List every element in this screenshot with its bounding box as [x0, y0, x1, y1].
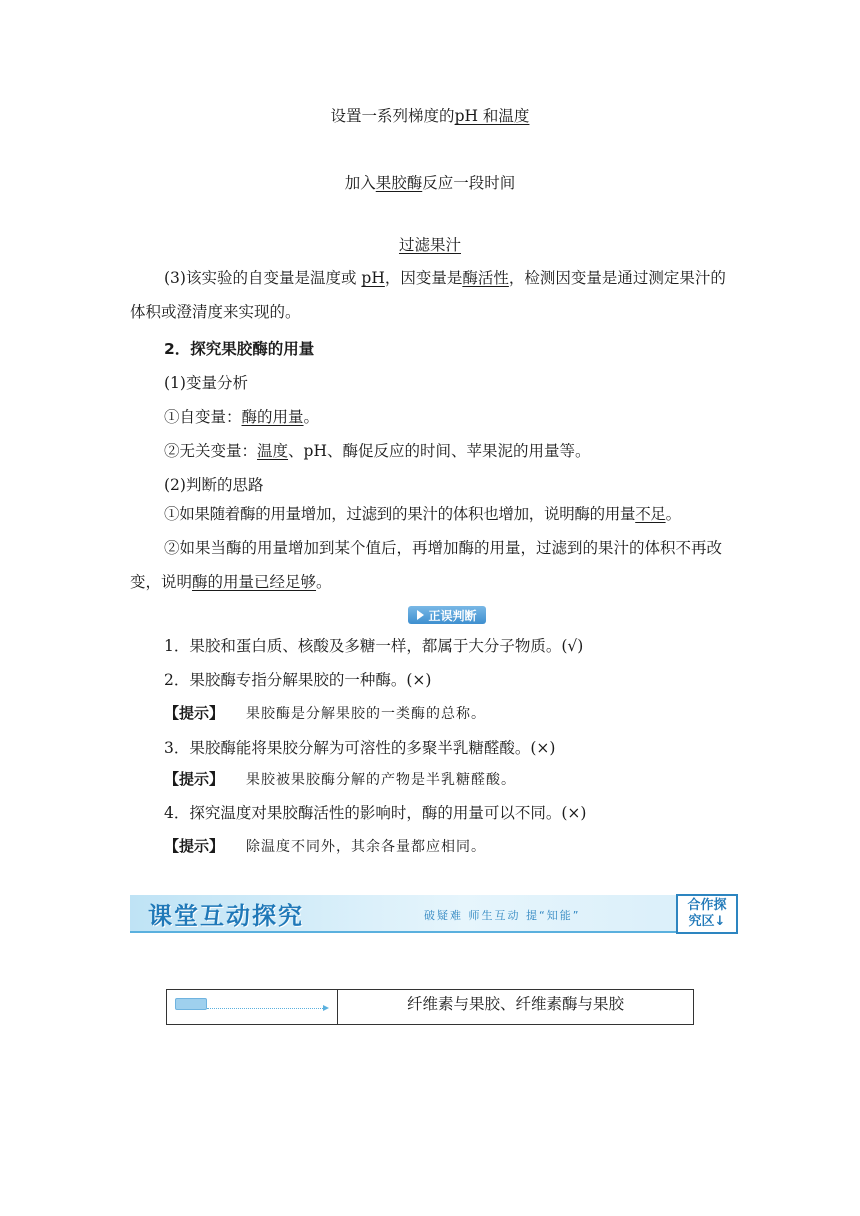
true-false-badge	[408, 606, 486, 624]
flow-step-1-underlined: pH 和温度	[454, 107, 530, 125]
flow-step-2	[130, 171, 730, 193]
play-triangle-icon	[417, 610, 424, 620]
topic-table	[166, 989, 694, 1025]
iv-pre: ①自变量：	[164, 408, 242, 426]
topic-marker-cell	[167, 990, 338, 1024]
j2-underlined: 酶的用量已经足够	[192, 573, 317, 591]
tip-3	[164, 768, 516, 789]
j1-underlined: 不足	[635, 505, 666, 523]
flow-step-2-underlined: 果胶酶	[375, 174, 423, 192]
variable-analysis-title: (1)变量分析	[164, 374, 248, 392]
p3-text-c: ，检测因变量是通过测定果汁的体积或澄清度来实现的。	[130, 269, 726, 321]
paragraph-variables	[130, 261, 733, 329]
judgment-1	[130, 497, 733, 531]
flow-step-2-pre: 加入	[344, 174, 376, 192]
badge-label: 正误判断	[428, 608, 477, 623]
judgment-item-3: 3．果胶酶能将果胶分解为可溶性的多聚半乳糖醛酸。(×)	[164, 739, 556, 757]
flow-step-3-underlined: 过滤果汁	[398, 236, 461, 254]
judgment-2	[130, 531, 733, 599]
banner-subtitle: 破疑难 师生互动 提“知能”	[424, 909, 581, 922]
banner-title: 课堂互动探究	[148, 901, 304, 930]
flow-step-2-post: 反应一段时间	[422, 174, 516, 192]
tip-4	[164, 835, 486, 856]
topic-title: 纤维素与果胶、纤维素酶与果胶	[406, 995, 624, 1013]
p3-text-b: ，因变量是	[384, 269, 463, 287]
controlled-variables	[164, 439, 590, 461]
tip-4-text: 除温度不同外，其余各量都应相同。	[246, 839, 487, 855]
p3-text-a: (3)该实验的自变量是温度或	[164, 269, 362, 287]
judgment-item-1: 1．果胶和蛋白质、核酸及多糖一样，都属于大分子物质。(√)	[164, 637, 584, 655]
cv-underlined: 温度	[257, 442, 289, 460]
cv-post: 、pH、酶促反应的时间、苹果泥的用量等。	[288, 442, 591, 460]
section-banner	[130, 895, 736, 933]
tip-4-label: 【提示】	[164, 837, 225, 855]
tip-2	[164, 702, 486, 723]
tip-2-text: 果胶酶是分解果胶的一类酶的总称。	[246, 706, 487, 722]
box-line-2: 究区↓	[688, 914, 726, 929]
j2-post: 。	[316, 573, 332, 591]
section-heading: 2．探究果胶酶的用量	[164, 340, 315, 358]
flow-step-1-text: 设置一系列梯度的	[330, 107, 455, 125]
cooperative-zone-box	[676, 894, 738, 934]
p3-underlined-ph: pH	[361, 269, 385, 287]
judgment-title: (2)判断的思路	[164, 476, 264, 494]
p3-underlined-activity: 酶活性	[462, 269, 509, 287]
tip-2-label: 【提示】	[164, 704, 225, 722]
tip-3-label: 【提示】	[164, 770, 225, 788]
j2-pre: ②如果当酶的用量增加到某个值后，再增加酶的用量，过滤到的果汁的体积不再改变，说明	[130, 539, 723, 591]
j1-post: 。	[665, 505, 681, 523]
j1-pre: ①如果随着酶的用量增加，过滤到的果汁的体积也增加，说明酶的用量	[164, 505, 636, 523]
flow-step-3	[130, 233, 730, 255]
iv-underlined: 酶的用量	[241, 408, 304, 426]
box-line-1: 合作探	[687, 898, 727, 913]
tip-3-text: 果胶被果胶酶分解的产物是半乳糖醛酸。	[246, 772, 517, 788]
iv-post: 。	[303, 408, 320, 426]
topic-tag-icon	[175, 998, 207, 1010]
judgment-item-2: 2．果胶酶专指分解果胶的一种酶。(×)	[164, 671, 432, 689]
cv-pre: ②无关变量：	[164, 442, 258, 460]
judgment-item-4: 4．探究温度对果胶酶活性的影响时，酶的用量可以不同。(×)	[164, 804, 587, 822]
independent-variable	[164, 405, 319, 427]
flow-step-1	[130, 104, 730, 126]
arrow-right-icon	[207, 1008, 325, 1009]
